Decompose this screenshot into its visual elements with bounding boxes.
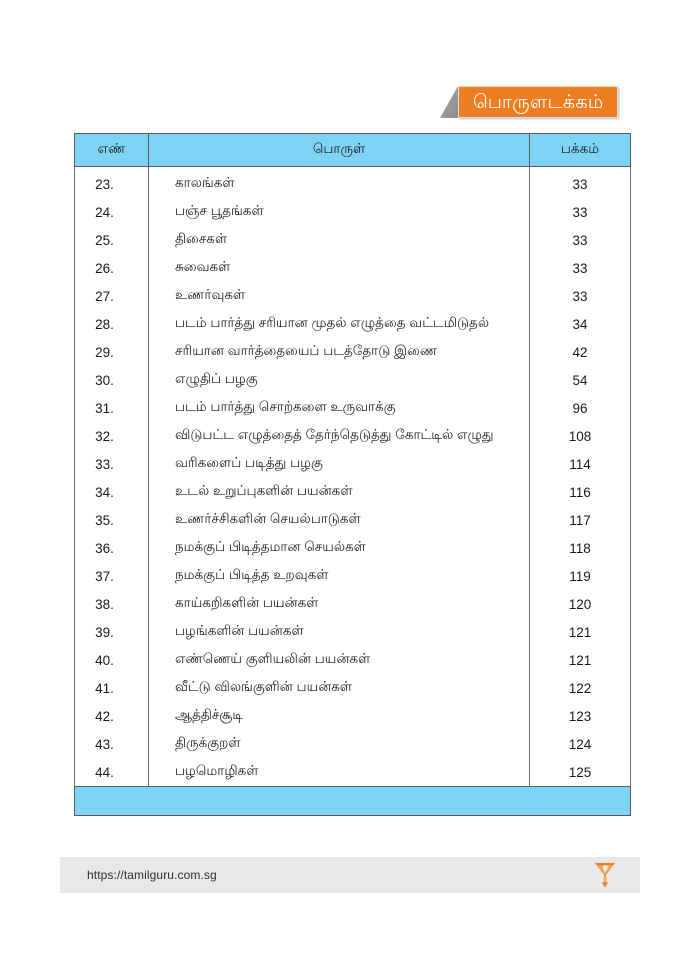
column-header-subject: பொருள் <box>149 134 530 167</box>
row-page-number: 122 <box>530 674 631 702</box>
title-ribbon <box>440 86 618 118</box>
row-number: 25. <box>75 226 149 254</box>
table-row <box>75 562 631 590</box>
table-row <box>75 226 631 254</box>
row-subject: நமக்குப் பிடித்தமான செயல்கள் <box>149 534 530 562</box>
table-header <box>75 134 631 167</box>
row-number: 35. <box>75 506 149 534</box>
row-subject: பஞ்ச பூதங்கள் <box>149 198 530 226</box>
row-number: 24. <box>75 198 149 226</box>
row-number: 30. <box>75 366 149 394</box>
row-subject: பழங்களின் பயன்கள் <box>149 618 530 646</box>
row-number: 34. <box>75 478 149 506</box>
table-bottom-band <box>75 787 631 816</box>
row-subject: உணர்ச்சிகளின் செயல்பாடுகள் <box>149 506 530 534</box>
row-page-number: 124 <box>530 730 631 758</box>
row-number: 26. <box>75 254 149 282</box>
table-bottom-band-cell <box>75 787 631 816</box>
row-number: 29. <box>75 338 149 366</box>
table-header-row <box>75 134 631 167</box>
table-row <box>75 590 631 618</box>
table-row <box>75 422 631 450</box>
row-page-number: 108 <box>530 422 631 450</box>
table-row <box>75 618 631 646</box>
row-number: 27. <box>75 282 149 310</box>
row-page-number: 120 <box>530 590 631 618</box>
table-row <box>75 254 631 282</box>
row-subject: உடல் உறுப்புகளின் பயன்கள் <box>149 478 530 506</box>
row-subject: சரியான வார்த்தையைப் படத்தோடு இணை <box>149 338 530 366</box>
row-page-number: 117 <box>530 506 631 534</box>
table-row <box>75 646 631 674</box>
row-subject: படம் பார்த்து சொற்களை உருவாக்கு <box>149 394 530 422</box>
row-number: 43. <box>75 730 149 758</box>
table-row <box>75 450 631 478</box>
tamilguru-logo-icon <box>594 862 616 888</box>
row-page-number: 34 <box>530 310 631 338</box>
row-number: 32. <box>75 422 149 450</box>
table-row <box>75 167 631 199</box>
row-subject: காய்கறிகளின் பயன்கள் <box>149 590 530 618</box>
row-number: 33. <box>75 450 149 478</box>
row-number: 31. <box>75 394 149 422</box>
page-title: பொருளடக்கம் <box>473 91 604 113</box>
row-page-number: 118 <box>530 534 631 562</box>
row-page-number: 123 <box>530 702 631 730</box>
row-subject: எழுதிப் பழகு <box>149 366 530 394</box>
footer-strip <box>60 857 640 893</box>
table-row <box>75 730 631 758</box>
table-row <box>75 366 631 394</box>
ribbon-tail-shape <box>440 86 458 118</box>
row-subject: வீட்டு விலங்குளின் பயன்கள் <box>149 674 530 702</box>
row-number: 42. <box>75 702 149 730</box>
row-subject: படம் பார்த்து சரியான முதல் எழுத்தை வட்டமிடுதல் <box>149 310 530 338</box>
row-subject: திருக்குறள் <box>149 730 530 758</box>
table-row <box>75 674 631 702</box>
column-header-page: பக்கம் <box>530 134 631 167</box>
column-header-number: எண் <box>75 134 149 167</box>
table-of-contents <box>74 133 631 816</box>
row-page-number: 96 <box>530 394 631 422</box>
row-number: 41. <box>75 674 149 702</box>
table-row <box>75 338 631 366</box>
row-page-number: 121 <box>530 618 631 646</box>
row-number: 36. <box>75 534 149 562</box>
table-row <box>75 282 631 310</box>
row-page-number: 33 <box>530 226 631 254</box>
row-subject: ஆத்திச்சூடி <box>149 702 530 730</box>
row-subject: விடுபட்ட எழுத்தைத் தேர்ந்தெடுத்து கோட்டில் எழுது <box>149 422 530 450</box>
row-page-number: 125 <box>530 758 631 787</box>
row-number: 39. <box>75 618 149 646</box>
row-subject: திசைகள் <box>149 226 530 254</box>
row-number: 38. <box>75 590 149 618</box>
row-page-number: 42 <box>530 338 631 366</box>
row-page-number: 33 <box>530 282 631 310</box>
table-row <box>75 310 631 338</box>
table-row <box>75 478 631 506</box>
table-row <box>75 506 631 534</box>
table-row <box>75 394 631 422</box>
row-number: 28. <box>75 310 149 338</box>
row-subject: எண்ணெய் குளியலின் பயன்கள் <box>149 646 530 674</box>
row-subject: உணர்வுகள் <box>149 282 530 310</box>
table-row <box>75 198 631 226</box>
row-subject: பழமொழிகள் <box>149 758 530 787</box>
table-row <box>75 534 631 562</box>
table-row <box>75 702 631 730</box>
row-page-number: 119 <box>530 562 631 590</box>
row-number: 40. <box>75 646 149 674</box>
row-page-number: 33 <box>530 198 631 226</box>
row-number: 44. <box>75 758 149 787</box>
row-page-number: 33 <box>530 167 631 199</box>
table-body <box>75 167 631 816</box>
footer-url[interactable]: https://tamilguru.com.sg <box>87 868 217 882</box>
title-badge <box>458 86 618 118</box>
row-number: 23. <box>75 167 149 199</box>
row-subject: காலங்கள் <box>149 167 530 199</box>
row-page-number: 54 <box>530 366 631 394</box>
row-subject: வரிகளைப் படித்து பழகு <box>149 450 530 478</box>
row-page-number: 114 <box>530 450 631 478</box>
row-number: 37. <box>75 562 149 590</box>
row-subject: நமக்குப் பிடித்த உறவுகள் <box>149 562 530 590</box>
row-page-number: 121 <box>530 646 631 674</box>
row-page-number: 33 <box>530 254 631 282</box>
row-page-number: 116 <box>530 478 631 506</box>
table-row <box>75 758 631 787</box>
row-subject: சுவைகள் <box>149 254 530 282</box>
